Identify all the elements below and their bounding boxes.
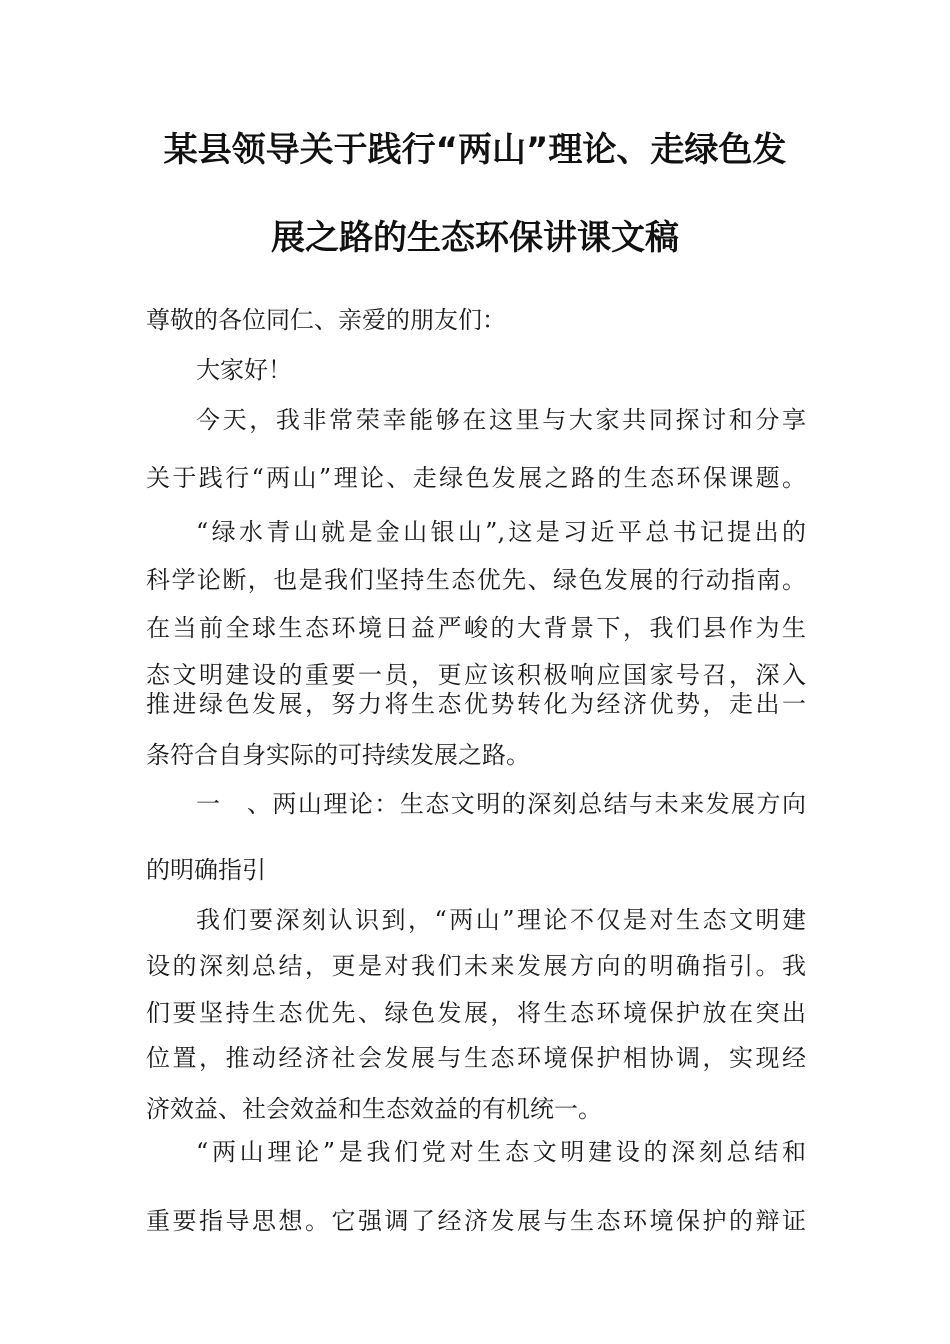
paragraph-line: 济效益、社会效益和生态效益的有机统一。 xyxy=(146,1095,602,1123)
section-heading-line: 一 、两山理论：生态文明的深刻总结与未来发展方向 xyxy=(196,790,806,818)
paragraph-line: 重要指导思想。它强调了经济发展与生态环境保护的辩证 xyxy=(146,1207,806,1235)
paragraph-line: 推进绿色发展，努力将生态优势转化为经济优势，走出一 xyxy=(146,690,806,718)
section-heading-line: 的明确指引 xyxy=(146,856,266,884)
paragraph-line: 今天，我非常荣幸能够在这里与大家共同探讨和分享 xyxy=(196,406,806,434)
paragraph-line: “两山理论”是我们党对生态文明建设的深刻总结和 xyxy=(196,1138,806,1166)
paragraph-line: 条符合自身实际的可持续发展之路。 xyxy=(146,741,530,769)
paragraph-line: 态文明建设的重要一员，更应该积极响应国家号召，深入 xyxy=(146,661,806,689)
paragraph-line: 科学论断，也是我们坚持生态优先、绿色发展的行动指南。 xyxy=(146,566,806,594)
paragraph-line: 设的深刻总结，更是对我们未来发展方向的明确指引。我 xyxy=(146,952,806,980)
paragraph-line: 们要坚持生态优先、绿色发展，将生态环境保护放在突出 xyxy=(146,999,806,1027)
paragraph-line: 在当前全球生态环境日益严峻的大背景下，我们县作为生 xyxy=(146,614,806,642)
paragraph-line: 关于践行“两山”理论、走绿色发展之路的生态环保课题。 xyxy=(146,464,806,492)
paragraph-line: 位置，推动经济社会发展与生态环境保护相协调，实现经 xyxy=(146,1044,806,1072)
greeting: 大家好！ xyxy=(196,356,292,384)
document-title-line-2: 展之路的生态环保讲课文稿 xyxy=(271,218,679,258)
paragraph-line: 我们要深刻认识到，“两山”理论不仅是对生态文明建 xyxy=(196,906,806,934)
salutation: 尊敬的各位同仁、亲爱的朋友们： xyxy=(146,306,506,334)
document-title-line-1: 某县领导关于践行“两山”理论、走绿色发 xyxy=(163,130,787,170)
paragraph-line: “绿水青山就是金山银山”,这是习近平总书记提出的 xyxy=(196,518,806,546)
